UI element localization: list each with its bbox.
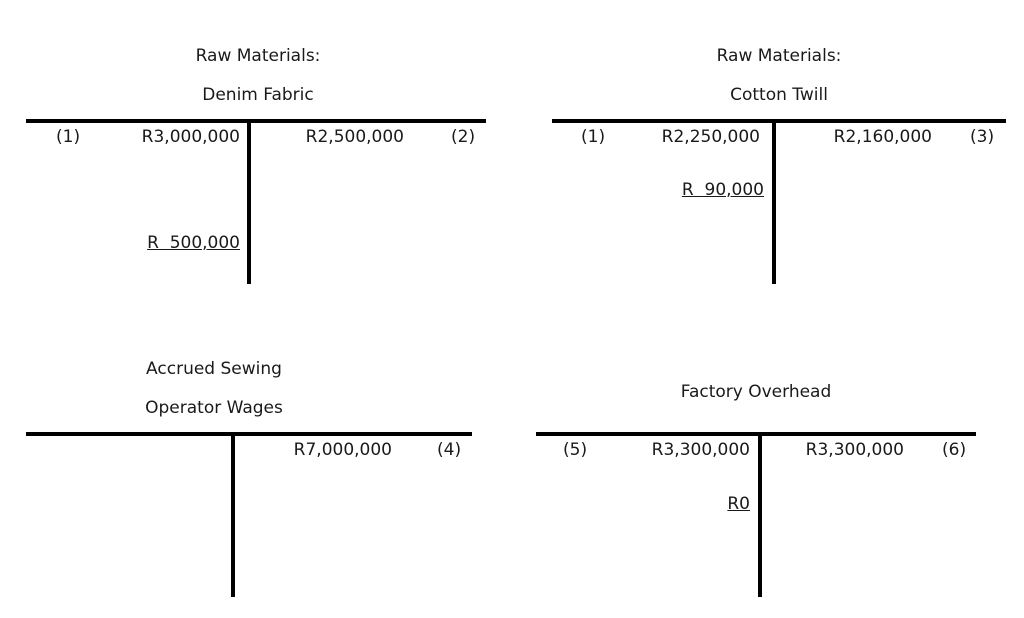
account-title-line-2: Operator Wages xyxy=(145,398,283,418)
t-account-horizontal-rule xyxy=(26,432,472,436)
credit-amount: R7,000,000 xyxy=(293,440,392,460)
debit-amount: R3,000,000 xyxy=(141,127,240,147)
t-account-vertical-rule xyxy=(247,119,251,284)
t-account-horizontal-rule xyxy=(536,432,976,436)
account-title-line-2: Denim Fabric xyxy=(202,85,314,105)
debit-amount: R3,300,000 xyxy=(651,440,750,460)
ending-balance: R0 xyxy=(727,494,750,514)
account-title-line-1: Accrued Sewing xyxy=(146,359,282,379)
debit-amount: R2,250,000 xyxy=(661,127,760,147)
credit-ref: (4) xyxy=(437,440,462,460)
debit-ref: (1) xyxy=(581,127,606,147)
account-title-line-1: Factory Overhead xyxy=(680,382,832,402)
credit-amount: R3,300,000 xyxy=(805,440,904,460)
account-title-line-2: Cotton Twill xyxy=(730,85,828,105)
account-title-line-1: Raw Materials: xyxy=(716,46,842,66)
t-account-vertical-rule xyxy=(231,432,235,597)
credit-ref: (3) xyxy=(970,127,995,147)
debit-ref: (1) xyxy=(56,127,81,147)
ending-balance: R 500,000 xyxy=(147,233,240,253)
credit-ref: (6) xyxy=(942,440,967,460)
t-account-vertical-rule xyxy=(758,432,762,597)
credit-ref: (2) xyxy=(451,127,476,147)
t-account-horizontal-rule xyxy=(26,119,486,123)
credit-amount: R2,500,000 xyxy=(305,127,404,147)
account-title-line-1: Raw Materials: xyxy=(195,46,321,66)
credit-amount: R2,160,000 xyxy=(833,127,932,147)
ending-balance: R 90,000 xyxy=(681,180,764,200)
debit-ref: (5) xyxy=(563,440,588,460)
t-account-horizontal-rule xyxy=(552,119,1006,123)
t-account-vertical-rule xyxy=(772,119,776,284)
